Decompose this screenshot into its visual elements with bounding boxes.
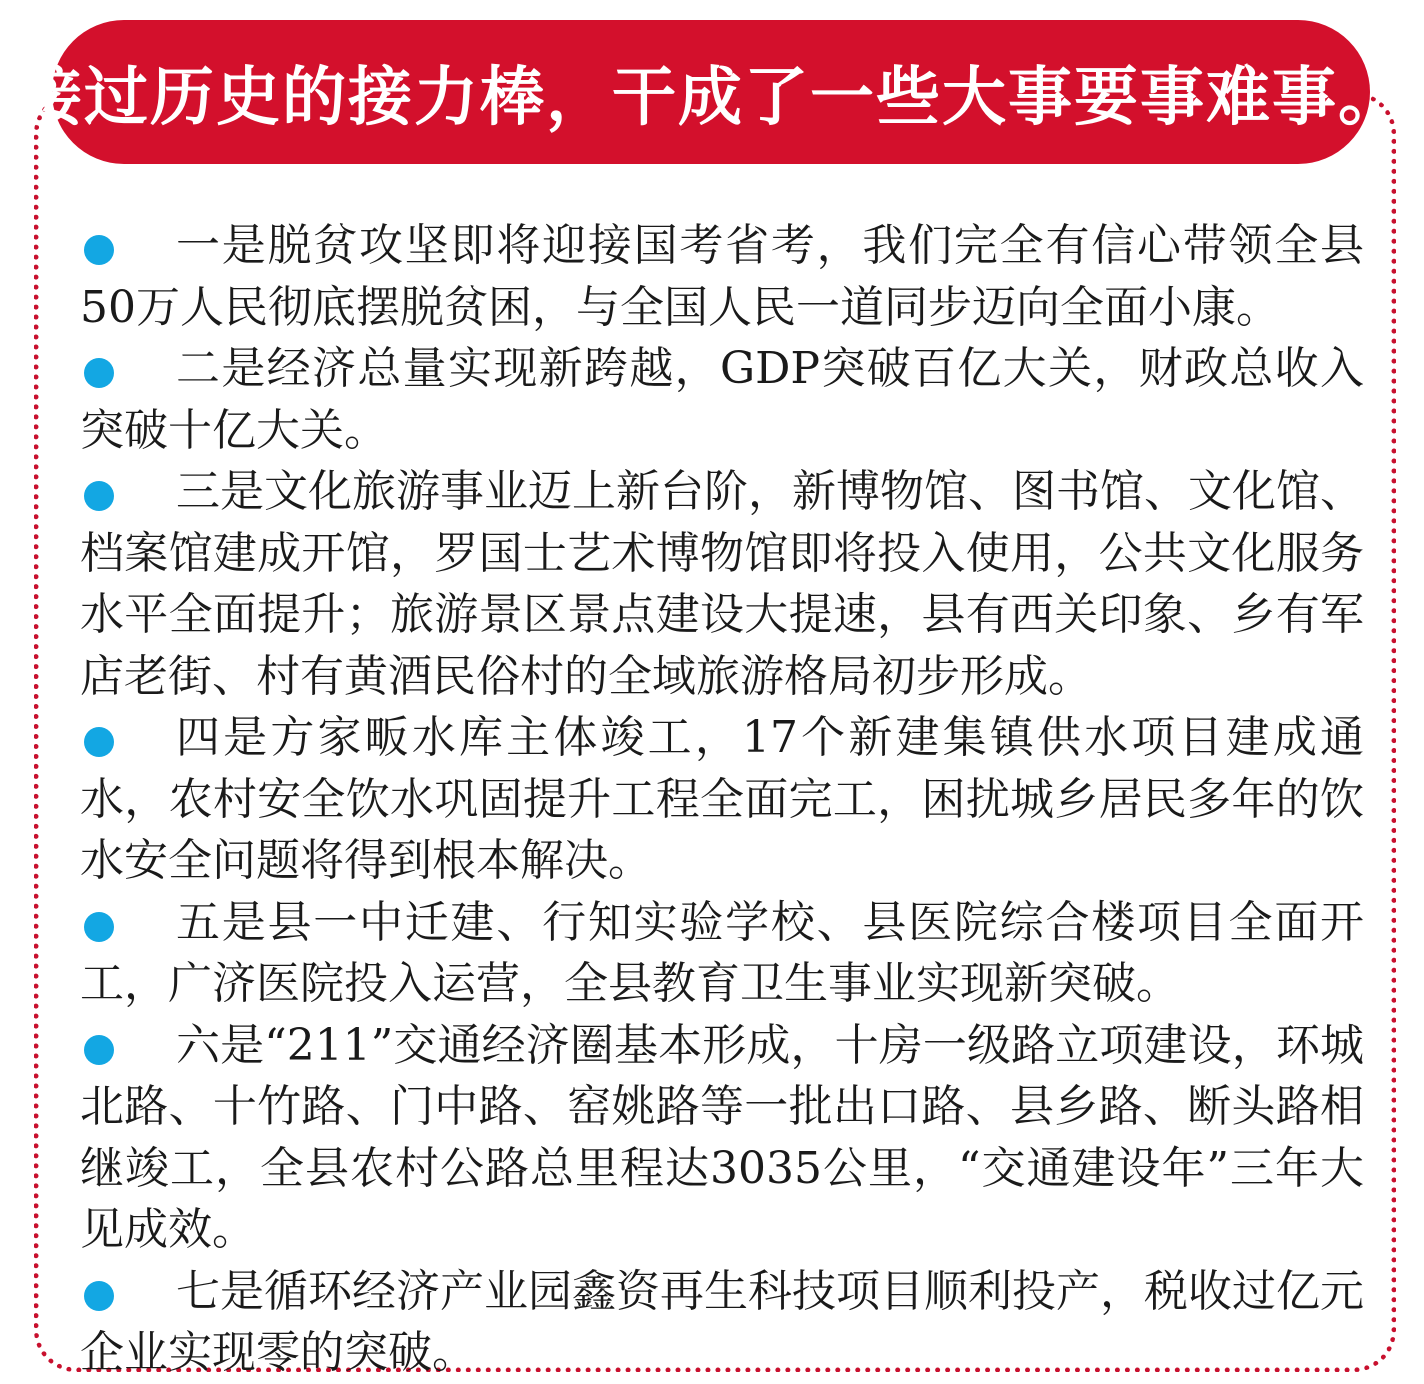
list-item (80, 707, 1364, 892)
bullet-dot-icon (84, 1035, 114, 1065)
bullet-dot-icon (84, 481, 114, 511)
list-item (80, 892, 1364, 1015)
bullet-dot-icon (84, 358, 114, 388)
bullet-dot-icon (84, 912, 114, 942)
list-item (80, 215, 1364, 338)
item-text: 七是循环经济产业园鑫资再生科技项目顺利投产，税收过亿元企业实现零的突破。 (80, 1265, 1364, 1378)
page-title: 接过历史的接力棒，干成了一些大事要事难事。 (18, 61, 1404, 135)
bullet-dot-icon (84, 727, 114, 757)
item-text: 一是脱贫攻坚即将迎接国考省考，我们完全有信心带领全县50万人民彻底摆脱贫困，与全国人民一道同步迈向全面小康。 (80, 220, 1364, 333)
item-text: 三是文化旅游事业迈上新台阶，新博物馆、图书馆、文化馆、档案馆建成开馆，罗国士艺术博物馆即将投入使用，公共文化服务水平全面提升；旅游景区景点建设大提速，县有西关印象、乡有军店老街、村有黄酒民俗村的全域旅游格局初步形成。 (80, 466, 1364, 702)
bullet-dot-icon (84, 1281, 114, 1311)
list-item (80, 1261, 1364, 1384)
item-text: 四是方家畈水库主体竣工，17个新建集镇供水项目建成通水，农村安全饮水巩固提升工程全面完工，困扰城乡居民多年的饮水安全问题将得到根本解决。 (80, 712, 1364, 886)
content-list (80, 215, 1364, 1384)
item-text: 六是“211”交通经济圈基本形成，十房一级路立项建设，环城北路、十竹路、门中路、窑姚路等一批出口路、县乡路、断头路相继竣工，全县农村公路总里程达3035公里，“交通建设年”三年大见成效。 (80, 1019, 1364, 1255)
list-item (80, 1015, 1364, 1261)
list-item (80, 338, 1364, 461)
title-banner (18, 20, 1404, 164)
bullet-dot-icon (84, 235, 114, 265)
item-text: 二是经济总量实现新跨越，GDP突破百亿大关，财政总收入突破十亿大关。 (80, 343, 1364, 456)
list-item (80, 461, 1364, 707)
item-text: 五是县一中迁建、行知实验学校、县医院综合楼项目全面开工，广济医院投入运营，全县教育卫生事业实现新突破。 (80, 896, 1364, 1009)
